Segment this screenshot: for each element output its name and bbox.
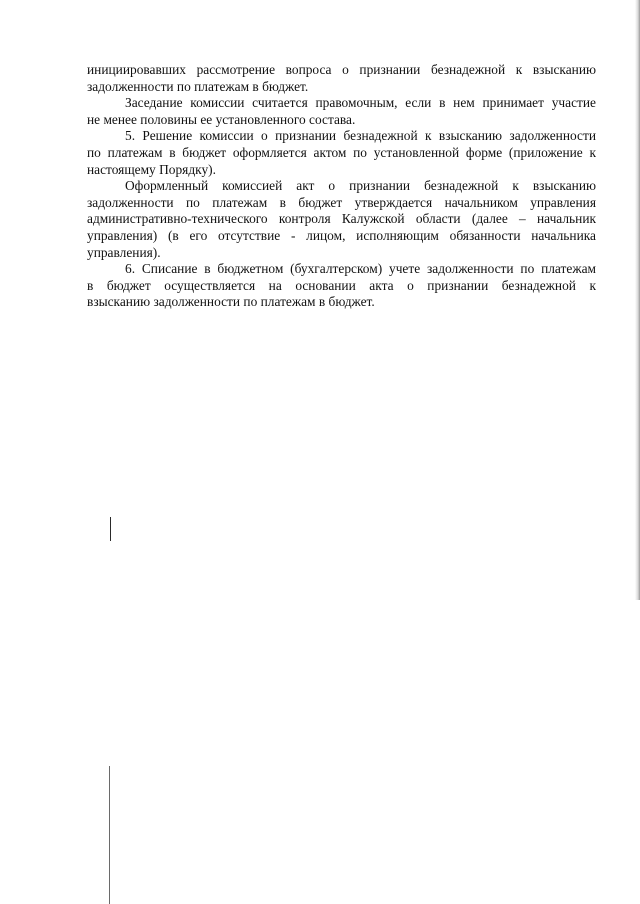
scan-artifact-line [109, 766, 110, 904]
document-body [87, 62, 596, 311]
paragraph-act-approval [87, 178, 596, 261]
text-line: по платежам в бюджет оформляется актом по установленной форме (приложение к [87, 144, 596, 160]
text-line: Оформленный комиссией акт о признании безнадежной к взысканию [125, 178, 596, 194]
text-line: задолженности по платежам в бюджет. [87, 78, 309, 94]
text-line: 6. Списание в бюджетном (бухгалтерском) учете задолженности по платежам [125, 261, 596, 277]
paragraph-continuation [87, 62, 596, 95]
text-line: 5. Решение комиссии о признании безнадежной к взысканию задолженности [125, 128, 596, 144]
text-line: взысканию задолженности по платежам в бюджет. [87, 294, 375, 310]
text-line: инициировавших рассмотрение вопроса о признании безнадежной к взысканию [87, 62, 596, 77]
text-line: управления) (в его отсутствие - лицом, исполняющим обязанности начальника [87, 227, 596, 243]
text-line: настоящему Порядку). [87, 161, 216, 177]
text-line: в бюджет осуществляется на основании акта о признании безнадежной к [87, 277, 596, 293]
paragraph-item-5 [87, 128, 596, 178]
text-line: административно-технического контроля Калужской области (далее – начальник [87, 211, 596, 227]
scan-artifact-line [110, 517, 111, 541]
text-line: задолженности по платежам в бюджет утверждается начальником управления [87, 194, 596, 210]
text-line: управления). [87, 244, 161, 260]
paragraph-quorum [87, 95, 596, 128]
paragraph-item-6 [87, 261, 596, 311]
text-line: Заседание комиссии считается правомочным, если в нем принимает участие [125, 95, 596, 111]
text-line: не менее половины ее установленного состава. [87, 111, 356, 127]
scan-edge-shadow [635, 0, 640, 600]
